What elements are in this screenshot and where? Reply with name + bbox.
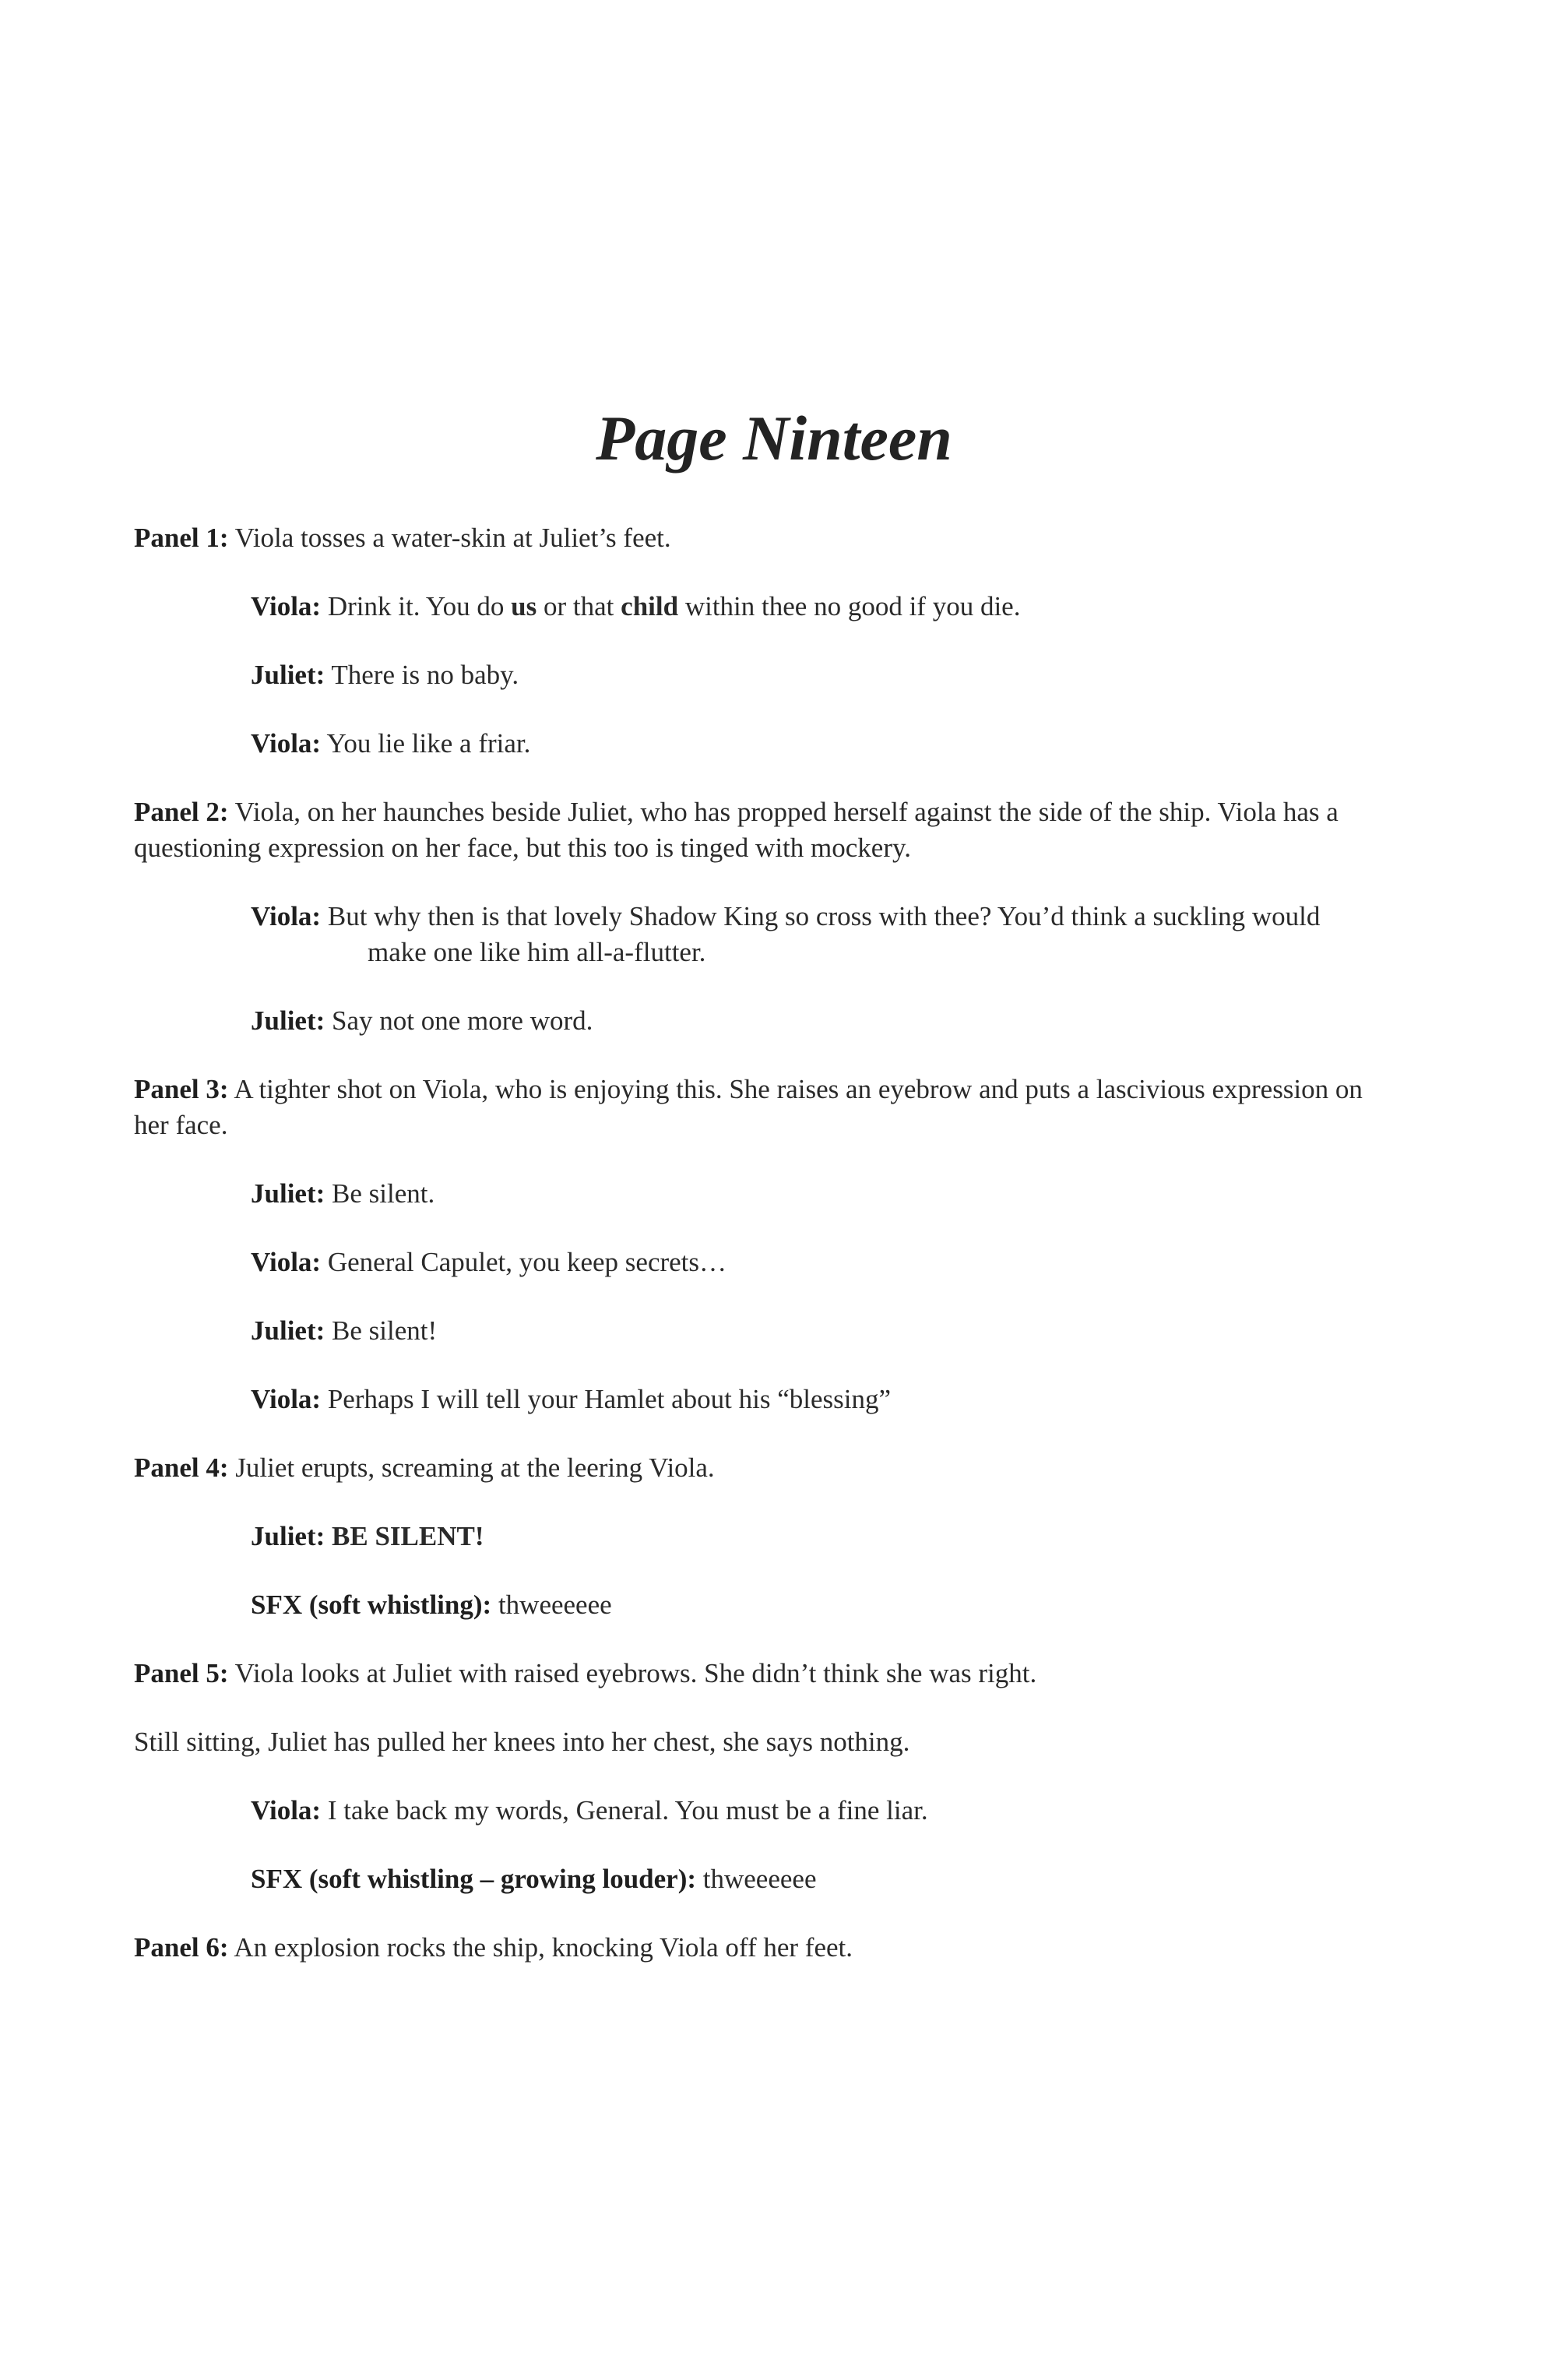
line-text: A tighter shot on Viola, who is enjoying this. She raises an eyebrow and puts a lascivious expression on her face. [134, 1074, 1363, 1140]
speaker-label: Viola: [251, 1247, 322, 1277]
panel-label: Panel 2: [134, 797, 229, 827]
line-text-segment: BE SILENT! [332, 1521, 484, 1551]
speaker-label: Viola: [251, 591, 322, 621]
panel-description [134, 1930, 1377, 1966]
dialogue-line [251, 726, 1377, 762]
speaker-label: SFX (soft whistling – growing louder): [251, 1864, 697, 1894]
speaker-label: Viola: [251, 1384, 322, 1414]
speaker-label: SFX (soft whistling): [251, 1590, 492, 1620]
speaker-label: Juliet: [251, 660, 325, 690]
line-text: Perhaps I will tell your Hamlet about his “blessing” [327, 1384, 892, 1414]
line-text: I take back my words, General. You must be a fine liar. [327, 1795, 928, 1825]
dialogue-line [251, 1245, 1377, 1280]
panel-label: Panel 3: [134, 1074, 229, 1104]
dialogue-line [251, 589, 1377, 625]
dialogue-line [251, 899, 1377, 970]
line-text-segment: within thee no good if you die. [678, 591, 1021, 621]
speaker-label: Juliet: [251, 1521, 325, 1551]
dialogue-line [251, 1382, 1377, 1417]
speaker-label: Juliet: [251, 1178, 325, 1209]
dialogue-line [251, 1519, 1377, 1554]
dialogue-line [251, 1587, 1377, 1623]
panel-label: Panel 4: [134, 1452, 229, 1483]
dialogue-line [251, 1176, 1377, 1212]
speaker-label: Juliet: [251, 1315, 325, 1346]
line-text: Be silent. [332, 1178, 435, 1209]
line-text: thweeeeee [702, 1864, 817, 1894]
line-text-segment: Drink it. You do [327, 591, 512, 621]
line-text: Viola looks at Juliet with raised eyebrows. She didn’t think she was right. [234, 1658, 1037, 1688]
dialogue-line [251, 1003, 1377, 1039]
line-text: Be silent! [332, 1315, 438, 1346]
page-title: Page Ninteen [596, 403, 952, 474]
line-text-segment: us [511, 591, 537, 621]
panel-label: Panel 5: [134, 1658, 229, 1688]
line-text: There is no baby. [331, 660, 519, 690]
panel-description [134, 1656, 1377, 1692]
line-text: thweeeeee [498, 1590, 612, 1620]
line-text: An explosion rocks the ship, knocking Viola off her feet. [234, 1932, 853, 1963]
panel-label: Panel 1: [134, 523, 229, 553]
dialogue-line [251, 1861, 1377, 1897]
line-text: You lie like a friar. [326, 728, 531, 759]
panel-description [134, 1724, 1377, 1760]
line-text: Viola, on her haunches beside Juliet, who has propped herself against the side of the ship. Viola has a questioning expression on her face, but this too is tinged with mockery. [134, 797, 1339, 863]
line-text: Say not one more word. [332, 1005, 593, 1036]
dialogue-line [251, 1793, 1377, 1829]
line-text-segment: child [621, 591, 679, 621]
script-body [134, 520, 1377, 1998]
panel-label: Panel 6: [134, 1932, 229, 1963]
line-text: Still sitting, Juliet has pulled her knees into her chest, she says nothing. [134, 1727, 910, 1757]
panel-description [134, 1450, 1377, 1486]
panel-description [134, 794, 1377, 866]
dialogue-line [251, 657, 1377, 693]
speaker-label: Juliet: [251, 1005, 325, 1036]
panel-description [134, 1072, 1377, 1143]
speaker-label: Viola: [251, 728, 322, 759]
line-text-segment: or that [537, 591, 621, 621]
line-text: General Capulet, you keep secrets… [327, 1247, 727, 1277]
dialogue-line [251, 1313, 1377, 1349]
speaker-label: Viola: [251, 901, 322, 931]
speaker-label: Viola: [251, 1795, 322, 1825]
line-text: Viola tosses a water-skin at Juliet’s feet. [234, 523, 671, 553]
line-text: Juliet erupts, screaming at the leering Viola. [235, 1452, 715, 1483]
line-text: But why then is that lovely Shadow King so cross with thee? You’d think a suckling would make one like him all-a-flutter. [327, 901, 1321, 967]
panel-description [134, 520, 1377, 556]
